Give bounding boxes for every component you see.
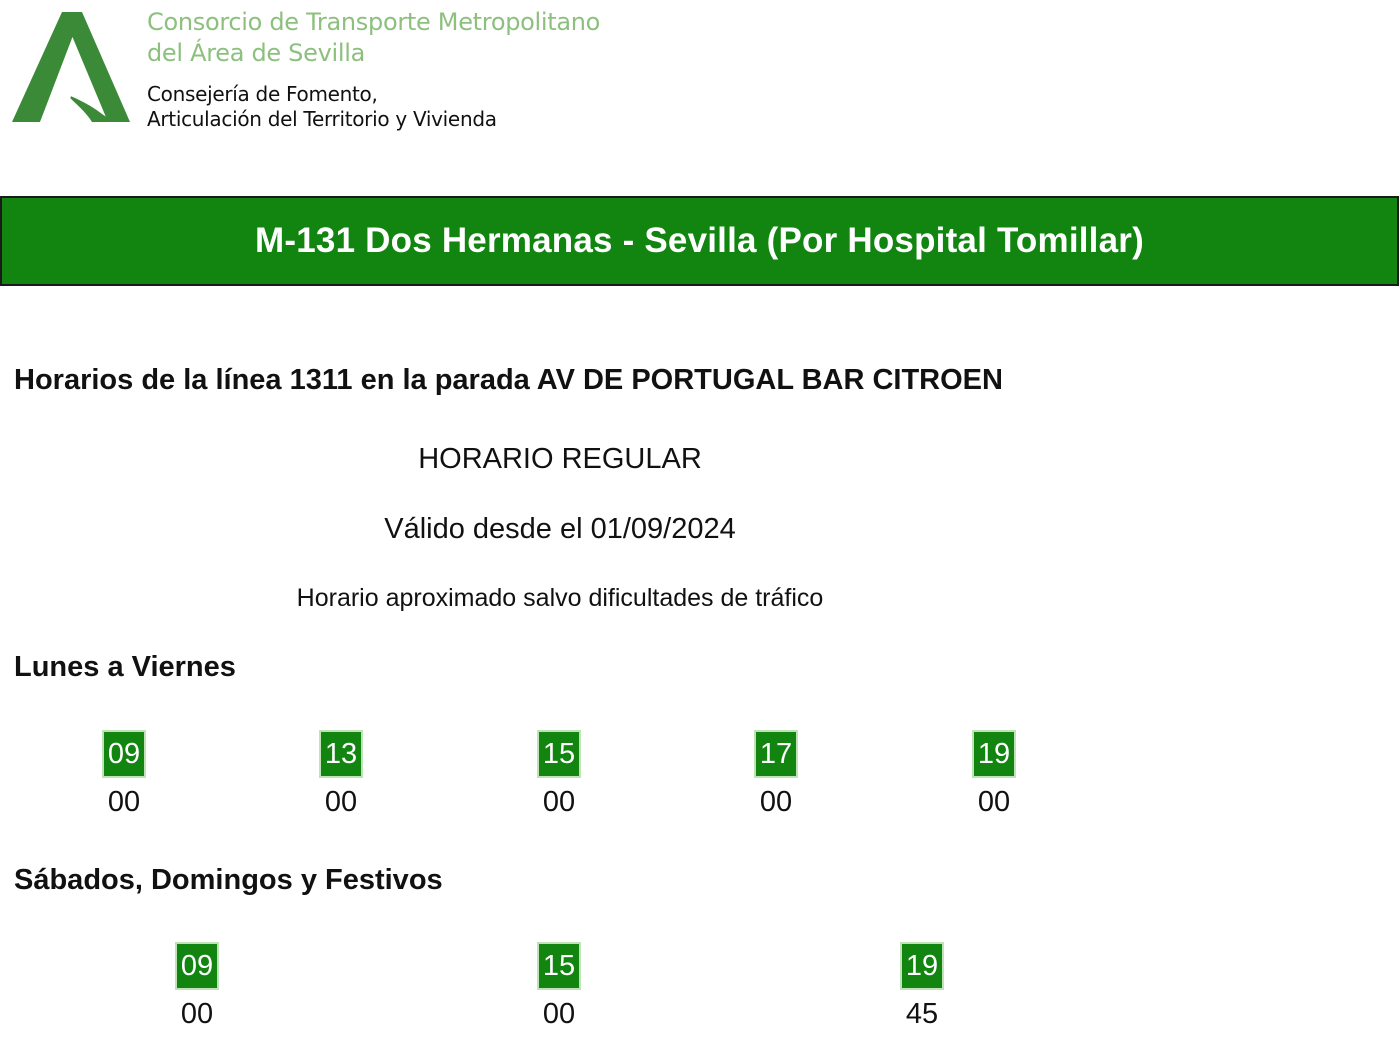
hour-badge: 15 — [537, 730, 581, 778]
minute-value: 00 — [107, 786, 141, 818]
minute-value: 00 — [180, 998, 214, 1030]
department-line2: Articulación del Territorio y Vivienda — [147, 107, 497, 131]
minute-value: 00 — [759, 786, 793, 818]
weekday-time-slot — [736, 730, 816, 826]
weekend-time-slot — [157, 942, 237, 1038]
hour-badge: 13 — [319, 730, 363, 778]
weekend-time-slot — [882, 942, 962, 1038]
hour-badge: 17 — [754, 730, 798, 778]
traffic-note: Horario aproximado salvo dificultades de tráfico — [296, 584, 824, 612]
hour-badge: 19 — [900, 942, 944, 990]
stop-heading: Horarios de la línea 1311 en la parada AV DE PORTUGAL BAR CITROEN — [14, 364, 1003, 396]
schedule-type: HORARIO REGULAR — [418, 443, 702, 475]
hour-badge: 09 — [175, 942, 219, 990]
department-line1: Consejería de Fomento, — [147, 82, 378, 106]
weekday-time-slot — [301, 730, 381, 826]
minute-value: 45 — [905, 998, 939, 1030]
weekend-time-slot — [519, 942, 599, 1038]
weekday-time-slot — [954, 730, 1034, 826]
minute-value: 00 — [977, 786, 1011, 818]
line-title: M-131 Dos Hermanas - Sevilla (Por Hospital Tomillar) — [255, 221, 1144, 260]
weekend-section-title: Sábados, Domingos y Festivos — [14, 864, 443, 896]
weekday-time-slot — [84, 730, 164, 826]
minute-value: 00 — [542, 998, 576, 1030]
minute-value: 00 — [542, 786, 576, 818]
weekday-time-slot — [519, 730, 599, 826]
valid-from: Válido desde el 01/09/2024 — [384, 513, 736, 545]
org-name-line2: del Área de Sevilla — [147, 39, 365, 67]
hour-badge: 19 — [972, 730, 1016, 778]
line-banner — [0, 196, 1399, 286]
junta-andalucia-logo-icon — [10, 10, 132, 126]
hour-badge: 09 — [102, 730, 146, 778]
minute-value: 00 — [324, 786, 358, 818]
org-name-line1: Consorcio de Transporte Metropolitano — [147, 8, 601, 36]
weekday-section-title: Lunes a Viernes — [14, 651, 236, 683]
hour-badge: 15 — [537, 942, 581, 990]
